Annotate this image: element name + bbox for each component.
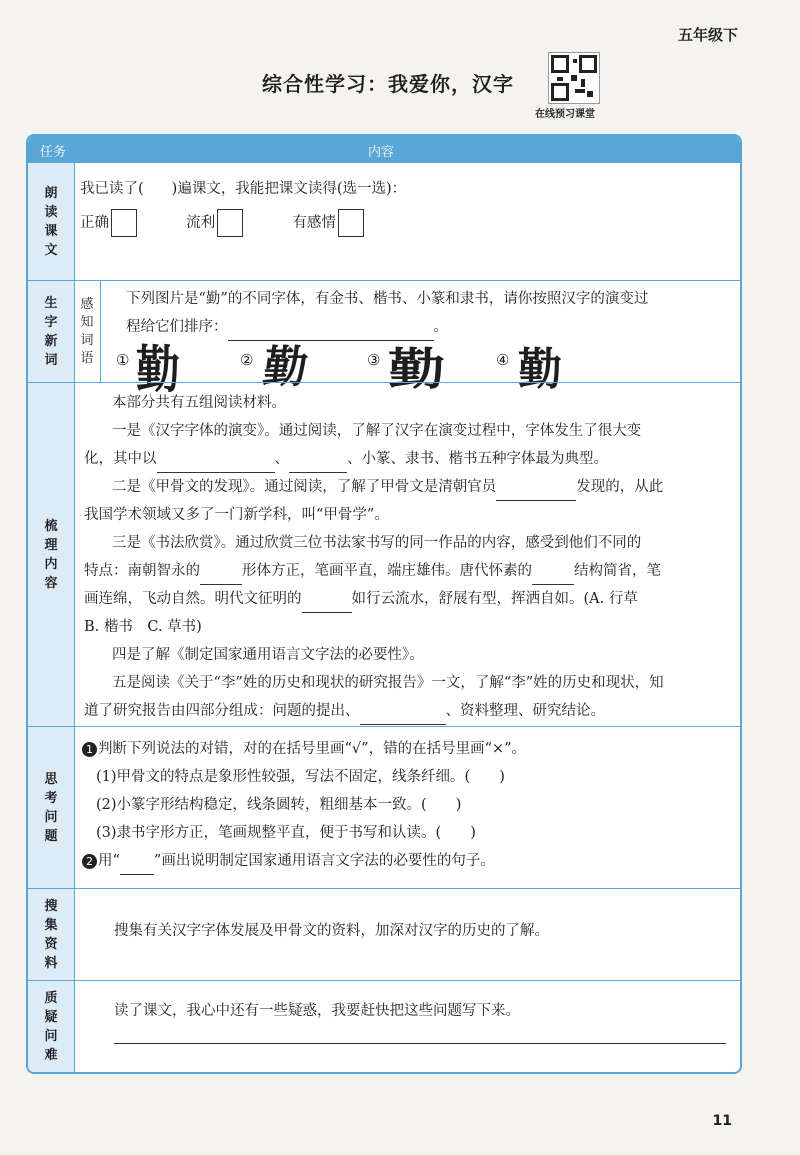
answer-line[interactable] (114, 1043, 726, 1044)
glyph-kai: 勤 (518, 344, 562, 395)
row-label: 朗读课文 (28, 163, 75, 281)
page-title: 综合性学习：我爱你，汉字 (262, 72, 514, 96)
option-correct-checkbox[interactable] (111, 209, 137, 237)
font-blank-2[interactable] (289, 454, 347, 473)
row-sort (28, 382, 740, 727)
option-fluent-checkbox[interactable] (217, 209, 243, 237)
font-blank-1[interactable] (157, 454, 275, 473)
row-label: 生字新词 (28, 281, 75, 383)
number-badge: 2 (82, 854, 97, 869)
number-badge: 1 (82, 742, 97, 757)
qr-caption: 在线预习课堂 (535, 109, 595, 120)
task-table (26, 134, 742, 1074)
row-collect (28, 888, 740, 981)
question-text: 读了课文，我心中还有一些疑惑，我要赶快把这些问题写下来。 (114, 1003, 520, 1019)
option-emotion-label: 有感情 (292, 215, 336, 231)
report-blank[interactable] (360, 706, 446, 725)
sub-label: 感知词语 (74, 281, 101, 383)
glyph-number: ① (116, 351, 130, 369)
row-think (28, 726, 740, 889)
row-label: 梳理内容 (28, 383, 75, 727)
row-label: 质疑问难 (28, 981, 75, 1073)
row-label: 思考问题 (28, 727, 75, 889)
think-content: 1 判断下列说法的对错，对的在括号里画“√”，错的在括号里画“×”。 (1)甲骨文的特点是象形性较强，写法不固定，线条纤细。( ) (2)小篆字形结构稳定，线条圆转，粗细基本一致。( ) (3)隶书字形方正，笔画规整平直，便于书写和认读。( ) 2 用“ ”画出说明制定国家通用语言文字法的必要性的句子。 (82, 735, 732, 875)
collect-text: 搜集有关汉字字体发展及甲骨文的资料，加深对汉字的历史的了解。 (114, 923, 549, 939)
option-correct-label: 正确 (80, 215, 109, 231)
option-fluent-label: 流利 (186, 215, 216, 231)
glyph-number: ② (240, 351, 254, 369)
header-task: 任务 (40, 145, 67, 160)
glyph-list (114, 339, 734, 400)
wenzhengming-blank[interactable] (302, 594, 352, 613)
row-read (28, 162, 740, 281)
glyph-zhuan: 勤 (259, 342, 311, 393)
words-instruction: 下列图片是“勤”的不同字体，有金书、楷书、小篆和隶书，请你按照汉字的演变过 程给它们排序： 。 (126, 285, 648, 341)
official-blank[interactable] (496, 482, 576, 501)
huaisu-blank[interactable] (532, 566, 574, 585)
header-content: 内容 (368, 145, 395, 160)
glyph-jin: 勤 (136, 340, 180, 400)
qr-code[interactable] (548, 52, 600, 104)
row-question (28, 980, 740, 1073)
grade-label: 五年级下 (677, 26, 738, 44)
row-label: 搜集资料 (28, 889, 75, 981)
glyph-number: ④ (496, 351, 510, 369)
zhiyong-blank[interactable] (200, 566, 242, 585)
page-number: 11 (712, 1113, 732, 1129)
glyph-number: ③ (367, 351, 381, 369)
option-emotion-checkbox[interactable] (338, 209, 364, 237)
row-words (28, 280, 740, 400)
sort-content: 本部分共有五组阅读材料。 一是《汉字字体的演变》。通过阅读，了解了汉字在演变过程中，字体发生了很大变 化，其中以 、 、小篆、隶书、楷书五种字体最为典型。 二是《甲骨文的发现》。通过阅读，了解了甲骨文是清朝官员 发现的，从此 我国学术领域又多了一门新学科，叫“甲骨学”。 三是《书法欣赏》。通过欣赏三位书法家书写的同一作品的内容，感受到他们不同的 特点：南朝智永的 形体方正，笔画平直，端庄雄伟。唐代怀素的 结构简省，笔 画连绵，飞动自然。明代文征明的 如行云流水，舒展有型，挥洒自如。(A. 行草 B. 楷书 C. 草书) 四是了解《制定国家通用语言文字法的必要性》。 五是阅读《关于“李”姓的历史和现状的研究报告》一文，了解“李”姓的历史和现状，知 道了研究报告由四部分组成：问题的提出、 、资料整理、研究结论。 (84, 389, 734, 725)
read-options (80, 209, 364, 237)
read-question: 我已读了( )遍课文，我能把课文读得(选一选)： (80, 181, 407, 197)
table-header (28, 136, 740, 162)
glyph-li: 勤 (388, 344, 446, 395)
